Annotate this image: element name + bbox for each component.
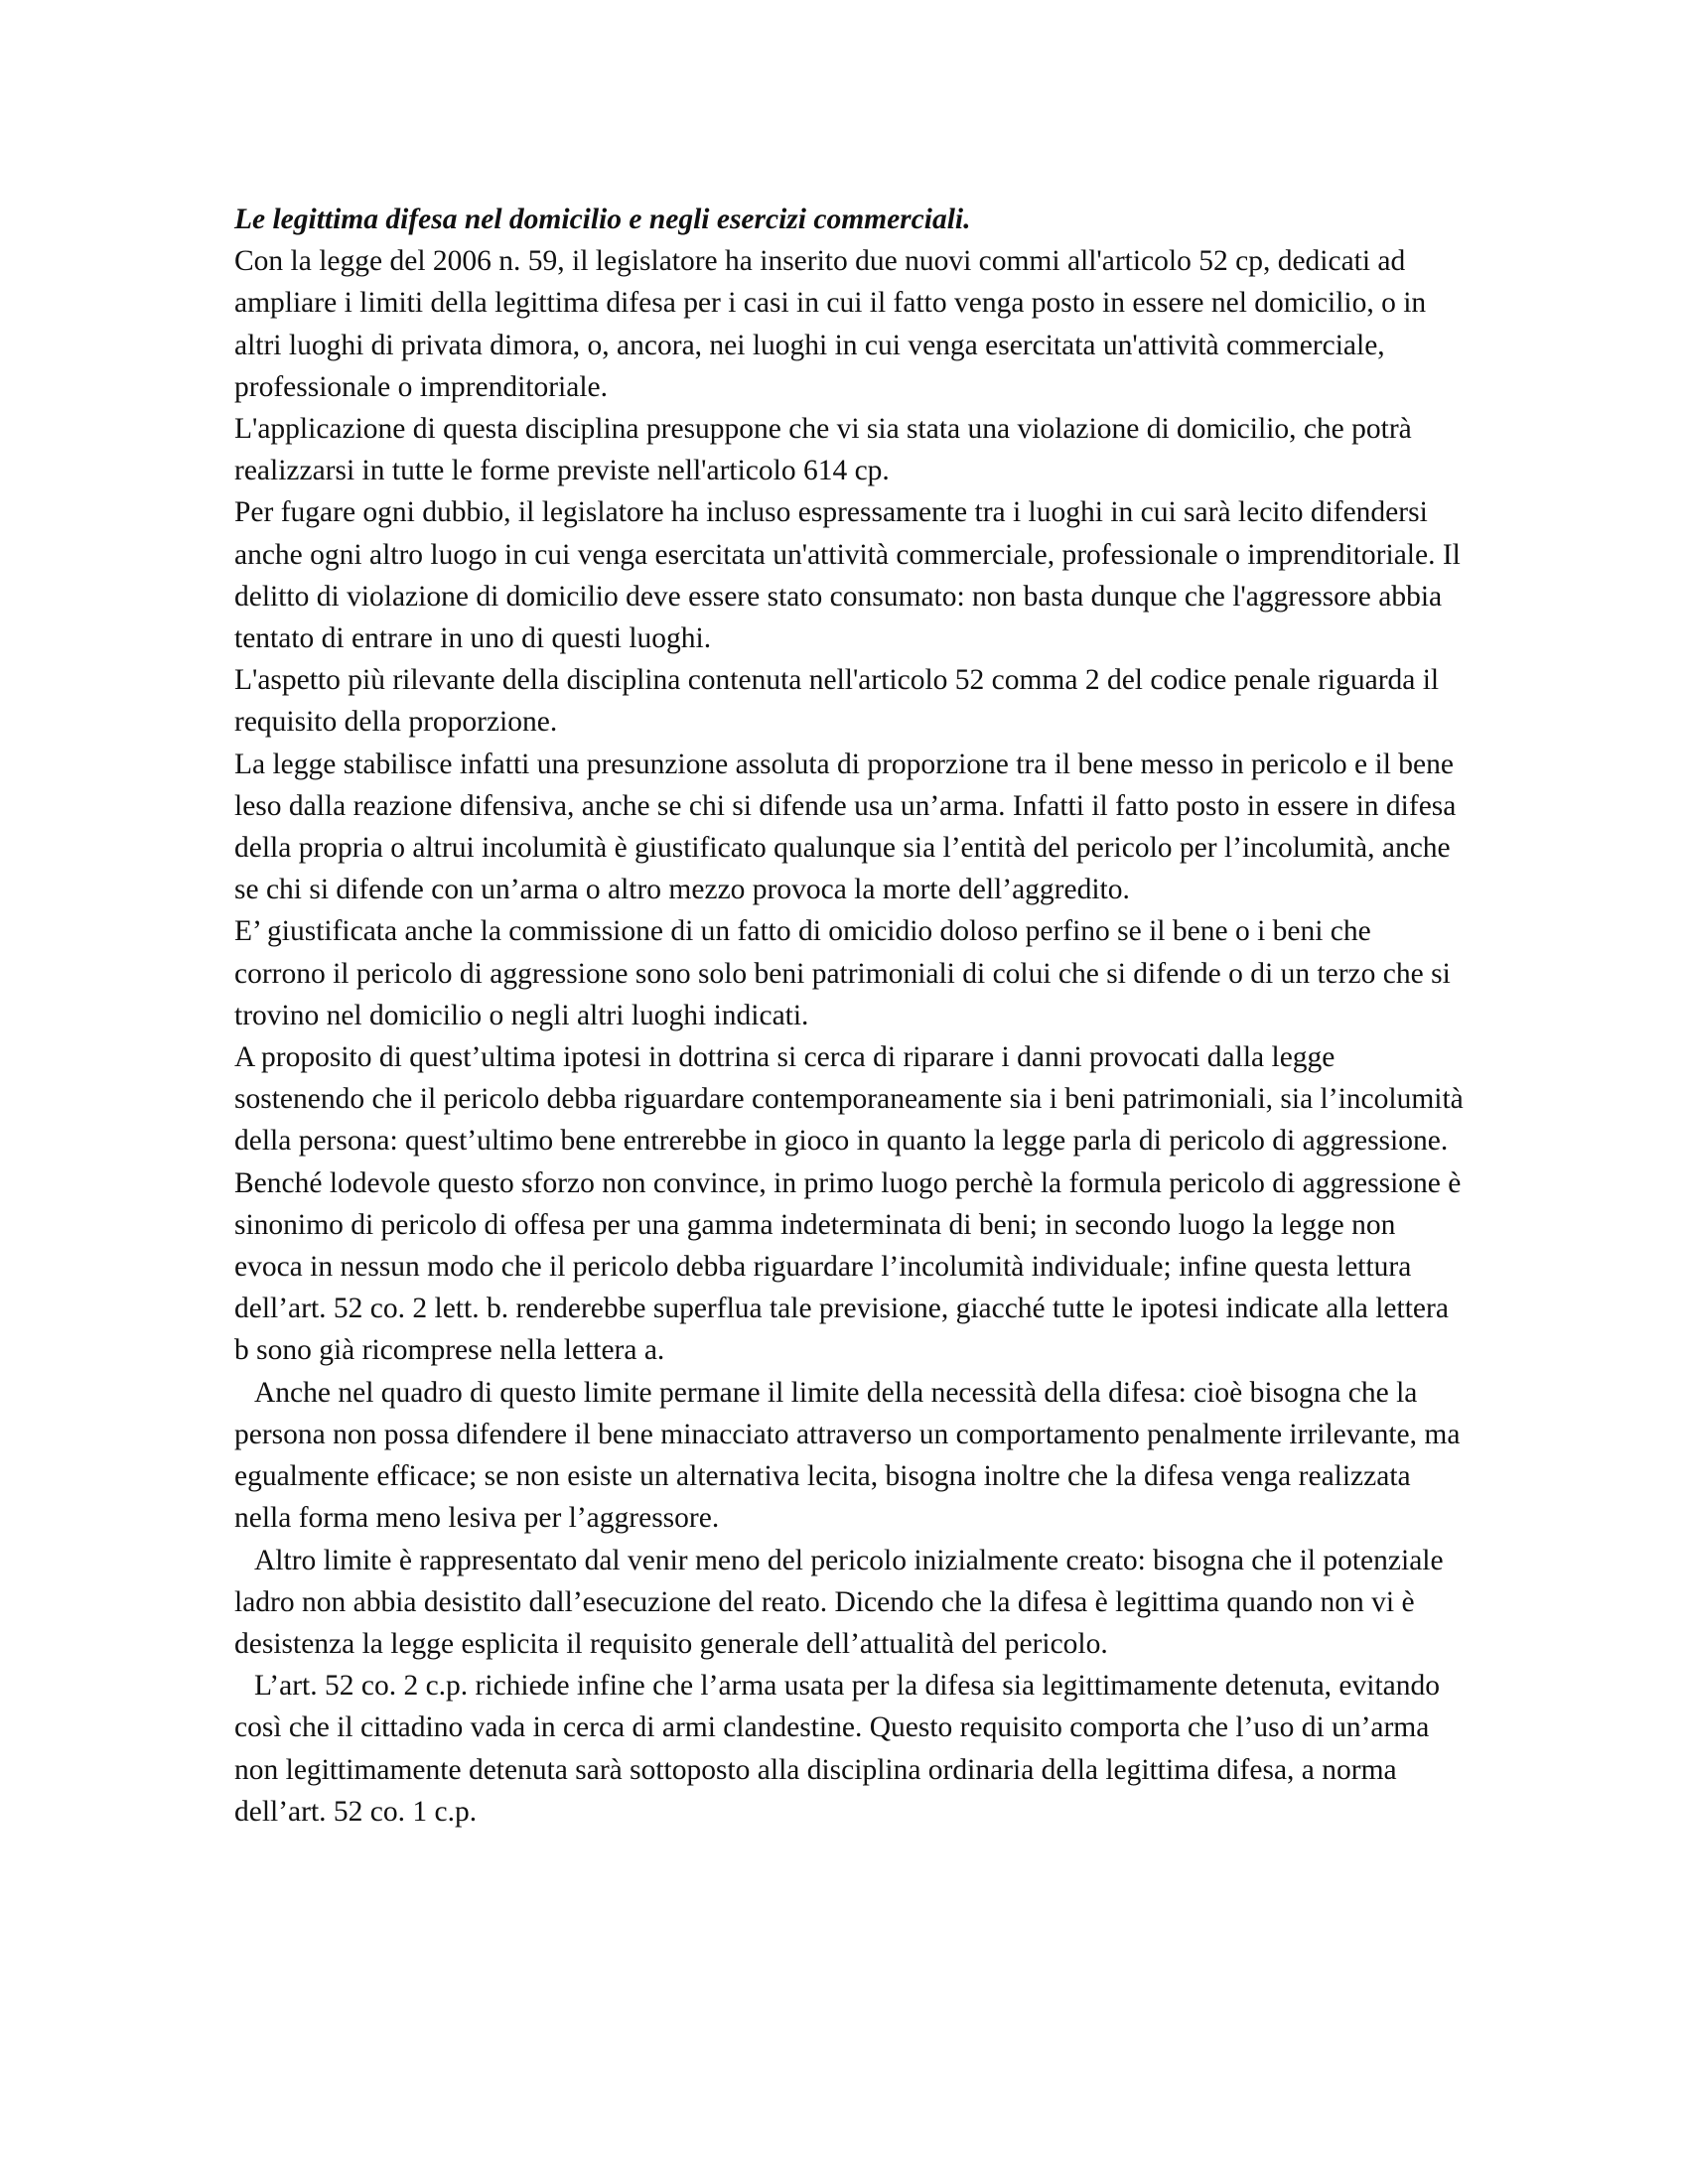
paragraph-presunzione: La legge stabilisce infatti una presunzione assoluta di proporzione tra il bene messo in pericolo e il bene leso dalla reazione difensiva, anche se chi si difende usa un’arma. Infatti il fatto posto in essere in difesa della propria o altrui incolumità è giustificato qualunque sia l’entità del pericolo per l’incolumità, anche se chi si difende con un’arma o altro mezzo provoca la morte dell’aggredito. [234,748,1457,906]
paragraph-violazione-domicilio: L'applicazione di questa disciplina presuppone che vi sia stata una violazione di domicilio, che potrà realizzarsi in tutte le forme previste nell'articolo 614 cp. [234,413,1412,487]
paragraph-law-2006: Con la legge del 2006 n. 59, il legislatore ha inserito due nuovi commi all'articolo 52 cp, dedicati ad ampliare i limiti della legittima difesa per i casi in cui il fatto venga posto in essere nel domicilio, o in altri luoghi di privata dimora, o, ancora, nei luoghi in cui venga esercitata un'attività commerciale, professionale o imprenditoriale. [234,245,1427,403]
paragraph-omicidio: E’ giustificata anche la commissione di un fatto di omicidio doloso perfino se il bene o i beni che corrono il pericolo di aggressione sono solo beni patrimoniali di colui che si difende o di un terzo che si trovino nel domicilio o negli altri luoghi indicati. [234,915,1451,1031]
document-title: Le legittima difesa nel domicilio e negli esercizi commerciali. [234,204,971,235]
paragraph-desistenza: Altro limite è rappresentato dal venir meno del pericolo inizialmente creato: bisogna che il potenziale ladro non abbia desistito dall’esecuzione del reato. Dicendo che la difesa è legittima quando non vi è desistenza la legge esplicita il requisito generale dell’attualità del pericolo. [234,1544,1444,1660]
paragraph-dottrina: A proposito di quest’ultima ipotesi in dottrina si cerca di riparare i danni provocati dalla legge sostenendo che il pericolo debba riguardare contemporaneamente sia i beni patrimoniali, sia l’incolumità della persona: quest’ultimo bene entrerebbe in gioco in quanto la legge parla di pericolo di aggressione. [234,1041,1464,1158]
paragraph-critica: Benché lodevole questo sforzo non convince, in primo luogo perchè la formula pericolo di aggressione è sinonimo di pericolo di offesa per una gamma indeterminata di beni; in secondo luogo la legge non evoca in nessun modo che il pericolo debba riguardare l’incolumità individuale; infine questa lettura dell’art. 52 co. 2 lett. b. renderebbe superflua tale previsione, giacché tutte le ipotesi indicate alla lettera b sono già ricomprese nella lettera a. [234,1166,1462,1367]
paragraph-luoghi: Per fugare ogni dubbio, il legislatore ha incluso espressamente tra i luoghi in cui sarà lecito difendersi anche ogni altro luogo in cui venga esercitata un'attività commerciale, professionale o imprenditoriale. Il delitto di violazione di domicilio deve essere stato consumato: non basta dunque che l'aggressore abbia tentato di entrare in uno di questi luoghi. [234,496,1461,655]
paragraph-proporzione: L'aspetto più rilevante della disciplina contenuta nell'articolo 52 comma 2 del codice penale riguarda il requisito della proporzione. [234,664,1440,739]
document-page [234,199,1466,1833]
paragraph-necessita: Anche nel quadro di questo limite permane il limite della necessità della difesa: cioè bisogna che la persona non possa difendere il bene minacciato attraverso un comportamento penalmente irrilevante, ma egualmente efficace; se non esiste un alternativa lecita, bisogna inoltre che la difesa venga realizzata nella forma meno lesiva per l’aggressore. [234,1376,1461,1535]
paragraph-arma: L’art. 52 co. 2 c.p. richiede infine che l’arma usata per la difesa sia legittimamente detenuta, evitando così che il cittadino vada in cerca di armi clandestine. Questo requisito comporta che l’uso di un’arma non legittimamente detenuta sarà sottoposto alla disciplina ordinaria della legittima difesa, a norma dell’art. 52 co. 1 c.p. [234,1670,1441,1828]
